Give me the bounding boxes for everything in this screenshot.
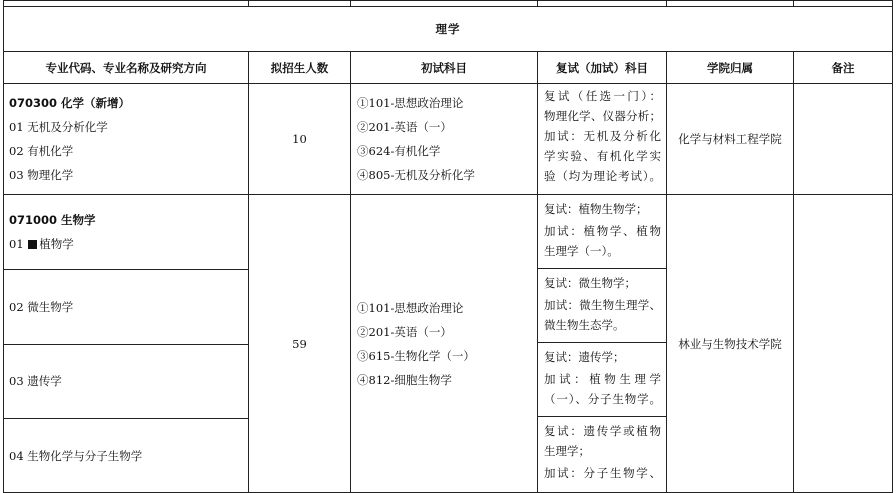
exam-subject: ④812-细胞生物学 bbox=[357, 372, 452, 387]
header-remarks: 备注 bbox=[794, 52, 893, 84]
retest-line: 加试：植物学、植物 bbox=[544, 224, 661, 238]
header-exam-subjects: 初试科目 bbox=[351, 52, 538, 84]
category-row bbox=[4, 7, 893, 52]
retest-line: 复试：植物生物学； bbox=[544, 202, 648, 216]
exam-subject: ③624-有机化学 bbox=[357, 144, 441, 158]
direction-item: 03 物理化学 bbox=[9, 168, 74, 182]
quota-cell: 10 bbox=[249, 84, 351, 195]
category-title: 理学 bbox=[4, 7, 893, 52]
header-quota: 拟招生人数 bbox=[249, 52, 351, 84]
retest-paragraph bbox=[544, 347, 661, 367]
direction-item bbox=[9, 232, 248, 256]
retest-line: 复试：微生物学； bbox=[544, 276, 636, 290]
quota-cell: 59 bbox=[249, 195, 351, 493]
retest-line: 加试：无机及分析化 bbox=[544, 129, 661, 143]
retest-paragraph bbox=[544, 421, 661, 461]
retest-line: 加试：植物生理学 bbox=[544, 372, 661, 386]
retest-line: （一）、分子生物学。 bbox=[544, 392, 661, 406]
table-row-chemistry bbox=[4, 84, 893, 195]
retest-line: 验（均为理论考试）。 bbox=[544, 169, 661, 183]
admission-table-wrapper bbox=[3, 0, 892, 493]
retest-line: 复试：遗传学或植物 bbox=[544, 424, 661, 438]
exam-subject: ①101-思想政治理论 bbox=[357, 96, 464, 110]
retest-line: 复试（任选一门）： bbox=[544, 89, 661, 103]
retest-cell bbox=[538, 84, 667, 195]
college-cell: 化学与材料工程学院 bbox=[667, 84, 794, 195]
college-cell: 林业与生物技术学院 bbox=[667, 195, 794, 493]
exam-subject: ③615-生物化学（一） bbox=[357, 348, 475, 363]
major-cell bbox=[4, 195, 249, 270]
retest-line: 加试：微生物生理学、 bbox=[544, 298, 661, 312]
header-retest-subjects: 复试（加试）科目 bbox=[538, 52, 667, 84]
retest-block bbox=[538, 268, 666, 342]
retest-block bbox=[538, 416, 666, 492]
direction-item: 01 无机及分析化学 bbox=[9, 120, 108, 134]
major-code-name: 070300 化学（新增） bbox=[9, 96, 131, 110]
exam-subject: ①101-思想政治理论 bbox=[357, 300, 464, 315]
retest-line: 生理学（一）。 bbox=[544, 244, 619, 258]
direction-item: 02 微生物学 bbox=[4, 269, 249, 344]
retest-line: 加试：分子生物学、 bbox=[544, 466, 661, 480]
retest-block bbox=[538, 84, 666, 189]
retest-paragraph bbox=[544, 369, 661, 409]
major-cell bbox=[4, 84, 249, 195]
retest-line: 生理学； bbox=[544, 444, 590, 458]
direction-name: 植物学 bbox=[39, 236, 74, 251]
remarks-cell bbox=[794, 84, 893, 195]
retest-paragraph bbox=[544, 463, 661, 483]
retest-paragraph bbox=[544, 295, 661, 335]
retest-paragraph bbox=[544, 199, 661, 219]
retest-line: 学实验、有机化学实 bbox=[544, 149, 661, 163]
retest-paragraph bbox=[544, 273, 661, 293]
retest-block bbox=[538, 195, 666, 268]
admission-table bbox=[3, 0, 893, 493]
retest-line: 微生物生态学。 bbox=[544, 318, 625, 332]
retest-line: 物理化学、仪器分析； bbox=[544, 109, 661, 123]
black-square-icon bbox=[28, 240, 37, 249]
exam-subjects-cell bbox=[351, 195, 538, 493]
exam-subject: ②201-英语（一） bbox=[357, 324, 452, 339]
direction-item: 03 遗传学 bbox=[4, 344, 249, 419]
retest-paragraph bbox=[544, 221, 661, 261]
header-college: 学院归属 bbox=[667, 52, 794, 84]
direction-item: 02 有机化学 bbox=[9, 144, 74, 158]
retest-line: 复试：遗传学； bbox=[544, 350, 625, 364]
direction-prefix: 01 bbox=[9, 236, 24, 251]
remarks-cell bbox=[794, 195, 893, 493]
exam-subject: ④805-无机及分析化学 bbox=[357, 168, 475, 182]
direction-item: 04 生物化学与分子生物学 bbox=[4, 419, 249, 493]
header-row bbox=[4, 52, 893, 84]
retest-block bbox=[538, 342, 666, 416]
exam-subjects-cell bbox=[351, 84, 538, 195]
exam-subject: ②201-英语（一） bbox=[357, 120, 452, 134]
header-major: 专业代码、专业名称及研究方向 bbox=[4, 52, 249, 84]
major-code-name: 071000 生物学 bbox=[9, 212, 96, 227]
retest-cell bbox=[538, 195, 667, 493]
table-row-biology bbox=[4, 195, 893, 270]
